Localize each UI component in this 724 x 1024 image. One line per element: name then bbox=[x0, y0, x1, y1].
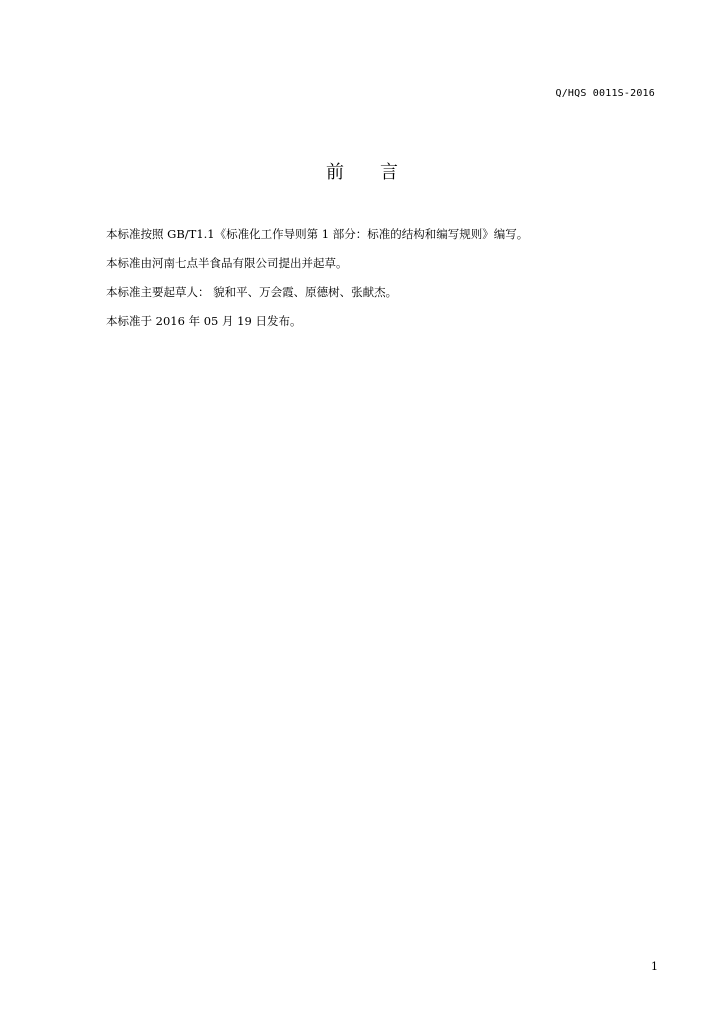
foreword-body bbox=[106, 227, 666, 343]
paragraph-proposer: 本标准由河南七点半食品有限公司提出并起草。 bbox=[106, 256, 348, 270]
page-title: 前言 bbox=[326, 162, 434, 183]
page-number: 1 bbox=[651, 960, 658, 973]
paragraph-drafters: 本标准主要起草人： 貌和平、万会霞、原德树、张献杰。 bbox=[106, 285, 398, 299]
paragraph-drafting-basis: 本标准按照 GB/T1.1《标准化工作导则第 1 部分：标准的结构和编写规则》编写。 bbox=[106, 227, 529, 241]
document-code: Q/HQS 0011S-2016 bbox=[555, 88, 655, 99]
paragraph-release-date: 本标准于 2016 年 05 月 19 日发布。 bbox=[106, 314, 302, 328]
